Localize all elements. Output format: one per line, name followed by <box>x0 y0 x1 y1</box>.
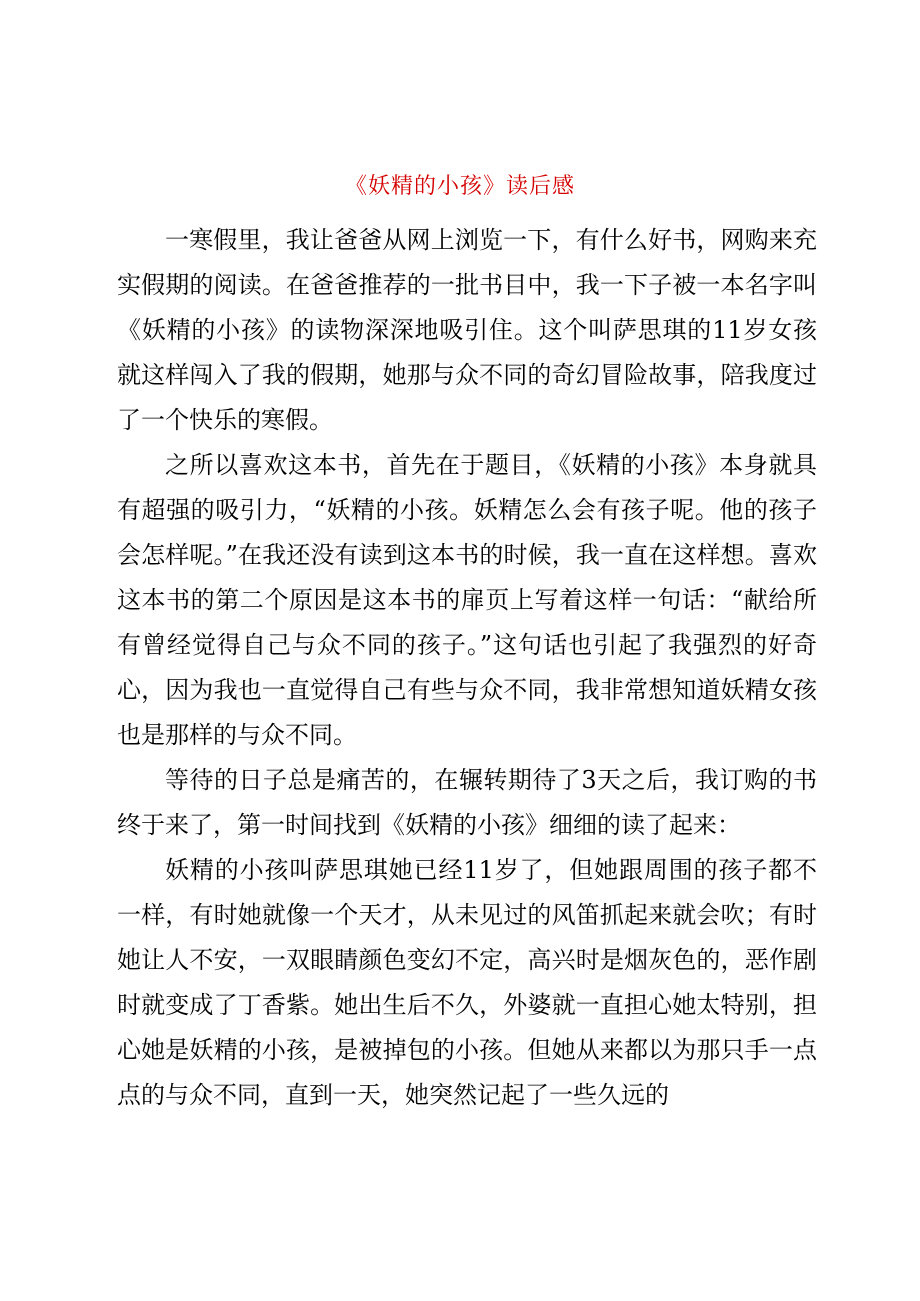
paragraph-2: 之所以喜欢这本书，首先在于题目，《妖精的小孩》本身就具有超强的吸引力，“妖精的小孩。妖精怎么会有孩子呢。他的孩子会怎样呢。”在我还没有读到这本书的时候，我一直在这样想。喜欢这本书的第二个原因是这本书的扉页上写着这样一句话：“献给所有曾经觉得自己与众不同的孩子。”这句话也引起了我强烈的好奇心，因为我也一直觉得自己有些与众不同，我非常想知道妖精女孩也是那样的与众不同。 <box>117 451 817 749</box>
paragraph-4: 妖精的小孩叫萨思琪她已经11岁了，但她跟周围的孩子都不一样，有时她就像一个天才，从未见过的风笛抓起来就会吹；有时她让人不安，一双眼睛颜色变幻不定，高兴时是烟灰色的，恶作剧时就变成了丁香紫。她出生后不久，外婆就一直担心她太特别，担心她是妖精的小孩，是被掉包的小孩。但她从来都以为那只手一点点的与众不同，直到一天，她突然记起了一些久远的 <box>117 856 817 1109</box>
document-body <box>117 218 817 1118</box>
document-title: 《妖精的小孩》读后感 <box>344 174 575 199</box>
paragraph-3: 等待的日子总是痛苦的，在辗转期待了3天之后，我订购的书终于来了，第一时间找到《妖精的小孩》细细的读了起来： <box>117 766 817 839</box>
paragraph-1: 一寒假里，我让爸爸从网上浏览一下，有什么好书，网购来充实假期的阅读。在爸爸推荐的一批书目中，我一下子被一本名字叫《妖精的小孩》的读物深深地吸引住。这个叫萨思琪的11岁女孩就这样闯入了我的假期，她那与众不同的奇幻冒险故事，陪我度过了一个快乐的寒假。 <box>117 226 817 434</box>
